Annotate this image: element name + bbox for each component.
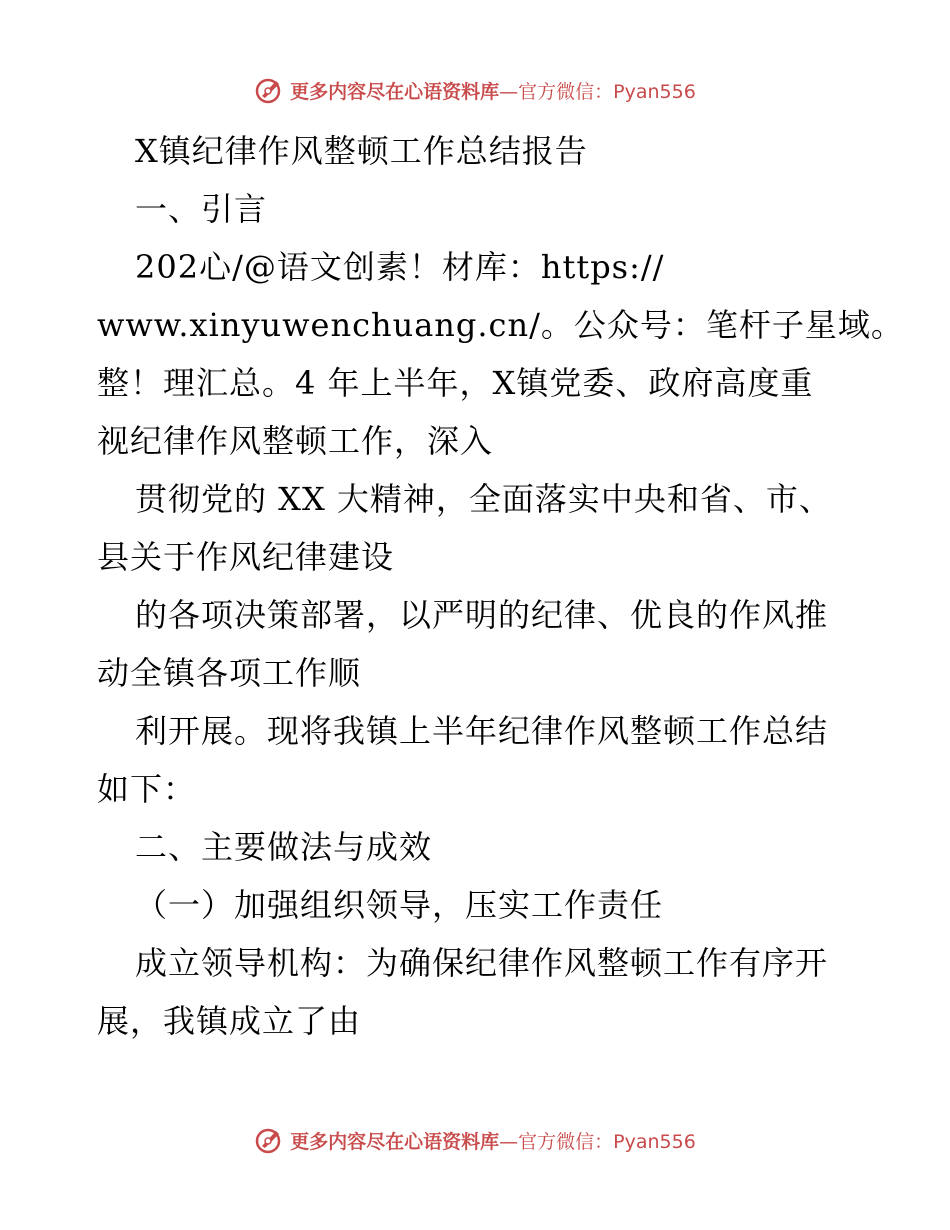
paragraph-line: 贯彻党的 XX 大精神，全面落实中央和省、市、 — [135, 480, 832, 518]
header-banner-main: 更多内容尽在心语资料库 — [290, 80, 500, 103]
section-heading-methods: 二、主要做法与成效 — [135, 828, 433, 866]
paragraph-line: 202心/@语文创素！材库：https:// — [135, 248, 665, 286]
paragraph-line: 展，我镇成立了由 — [97, 1002, 362, 1040]
document-title: X镇纪律作风整顿工作总结报告 — [135, 132, 588, 170]
header-banner-text — [290, 77, 696, 104]
paragraph-line: 如下： — [97, 770, 197, 808]
footer-banner-dash: — — [499, 1130, 519, 1153]
footer-banner-wechat: 官方微信：Pyan556 — [518, 1130, 696, 1153]
paragraph-line: www.xinyuwenchuang.cn/。公众号：笔杆子星域。 — [97, 306, 904, 344]
section-heading-intro: 一、引言 — [135, 190, 268, 228]
footer-banner — [0, 1120, 950, 1160]
document-body — [97, 122, 904, 1050]
paragraph-line: 视纪律作风整顿工作，深入 — [97, 422, 494, 460]
header-banner — [0, 70, 950, 110]
paragraph-line: 的各项决策部署，以严明的纪律、优良的作风推 — [135, 596, 829, 634]
footer-banner-main: 更多内容尽在心语资料库 — [290, 1130, 500, 1153]
subsection-heading: （一）加强组织领导，压实工作责任 — [135, 886, 664, 924]
quill-pen-seal-icon — [254, 75, 284, 105]
paragraph-line: 整！理汇总。4 年上半年，X镇党委、政府高度重 — [97, 364, 814, 402]
footer-banner-content — [254, 1125, 696, 1155]
paragraph-line: 县关于作风纪律建设 — [97, 538, 395, 576]
header-banner-content — [254, 75, 696, 105]
header-banner-dash: — — [499, 80, 519, 103]
paragraph-line: 成立领导机构：为确保纪律作风整顿工作有序开 — [135, 944, 829, 982]
paragraph-line: 利开展。现将我镇上半年纪律作风整顿工作总结 — [135, 712, 829, 750]
footer-banner-text — [290, 1127, 696, 1154]
quill-pen-seal-icon — [254, 1125, 284, 1155]
header-banner-wechat: 官方微信：Pyan556 — [518, 80, 696, 103]
paragraph-line: 动全镇各项工作顺 — [97, 654, 362, 692]
